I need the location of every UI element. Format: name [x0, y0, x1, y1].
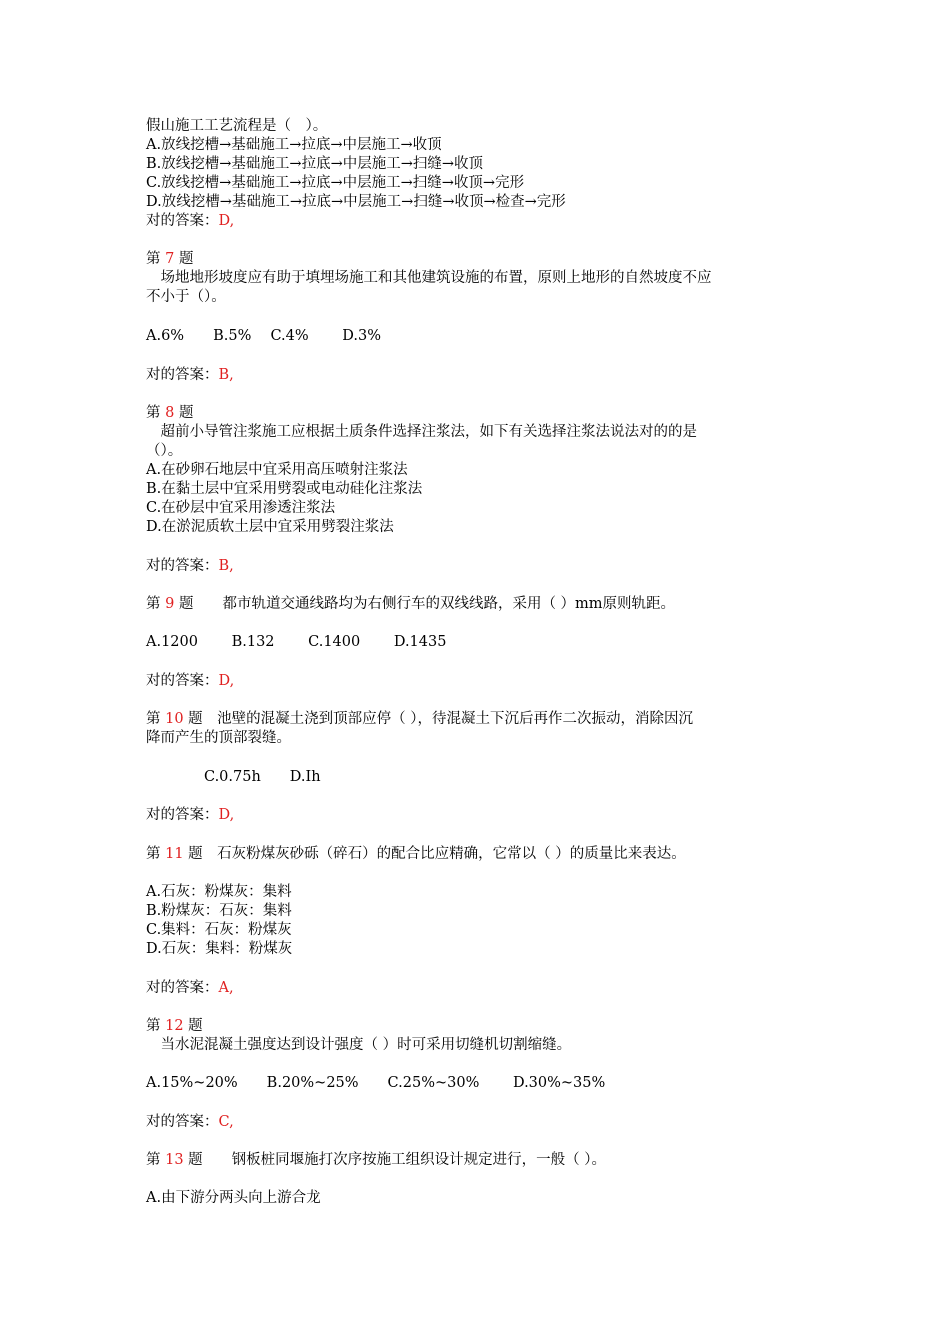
q9-answer: [146, 672, 234, 691]
question-number: 10: [165, 711, 184, 727]
q8-option-d: D.在淤泥质软土层中宜采用劈裂注浆法: [146, 519, 394, 535]
q12-stem: 当水泥混凝土强度达到设计强度（ ）时可采用切缝机切割缩缝。: [146, 1037, 572, 1053]
q11-option-c: C.集料：石灰：粉煤灰: [146, 922, 292, 938]
question-stem: 石灰粉煤灰砂砾（碎石）的配合比应精确，它常以（ ）的质量比来表达。: [202, 846, 686, 862]
question-suffix: 题: [183, 1018, 203, 1034]
q8-option-a: A.在砂卵石地层中宜采用高压喷射注浆法: [146, 462, 408, 478]
question-suffix: 题: [183, 1152, 203, 1168]
q8-heading: [146, 404, 193, 423]
question-number: 8: [165, 405, 175, 421]
q7-answer: [146, 366, 234, 385]
answer-value: D,: [218, 213, 235, 229]
question-stem: 都市轨道交通线路均为右侧行车的双线线路，采用（ ）mm原则轨距。: [193, 596, 676, 612]
q10-stem-line2: 降而产生的顶部裂缝。: [146, 730, 291, 746]
question-number: 9: [165, 596, 175, 612]
question-prefix: 第: [146, 711, 166, 727]
q6-option-b: B.放线挖槽→基础施工→拉底→中层施工→扫缝→收顶: [146, 156, 484, 172]
question-suffix: 题: [174, 405, 194, 421]
q7-stem-line1: 场地地形坡度应有助于填埋场施工和其他建筑设施的布置，原则上地形的自然坡度不应: [146, 270, 712, 286]
q13-heading: [146, 1151, 606, 1170]
answer-value: A,: [218, 980, 234, 996]
question-prefix: 第: [146, 596, 166, 612]
question-number: 7: [165, 251, 175, 267]
question-prefix: 第: [146, 1152, 166, 1168]
q9-heading: [146, 595, 675, 614]
answer-label: 对的答案：: [146, 980, 219, 996]
q12-options: A.15%~20% B.20%~25% C.25%~30% D.30%~35%: [146, 1075, 606, 1091]
q6-stem: 假山施工工艺流程是（ ）。: [146, 118, 328, 134]
q7-options: A.6% B.5% C.4% D.3%: [146, 328, 381, 344]
question-stem: 钢板桩同堰施打次序按施工组织设计规定进行，一般（ ）。: [202, 1152, 607, 1168]
answer-value: D,: [218, 807, 235, 823]
q6-option-d: D.放线挖槽→基础施工→拉底→中层施工→扫缝→收顶→检查→完形: [146, 194, 566, 210]
q6-option-c: C.放线挖槽→基础施工→拉底→中层施工→扫缝→收顶→完形: [146, 175, 525, 191]
answer-label: 对的答案：: [146, 807, 219, 823]
q11-answer: [146, 979, 234, 998]
answer-value: B,: [218, 367, 234, 383]
q11-option-d: D.石灰：集料：粉煤灰: [146, 941, 293, 957]
question-prefix: 第: [146, 405, 166, 421]
question-number: 13: [165, 1152, 184, 1168]
answer-label: 对的答案：: [146, 367, 219, 383]
q8-option-c: C.在砂层中宜采用渗透注浆法: [146, 500, 336, 516]
q6-option-a: A.放线挖槽→基础施工→拉底→中层施工→收顶: [146, 137, 442, 153]
question-prefix: 第: [146, 251, 166, 267]
q12-answer: [146, 1113, 234, 1132]
answer-value: D,: [218, 673, 235, 689]
q12-heading: [146, 1017, 203, 1036]
q11-option-b: B.粉煤灰：石灰：集料: [146, 903, 292, 919]
q8-option-b: B.在黏土层中宜采用劈裂或电动硅化注浆法: [146, 481, 423, 497]
answer-label: 对的答案：: [146, 558, 219, 574]
question-suffix: 题: [183, 711, 203, 727]
question-stem: 池壁的混凝土浇到顶部应停（ ），待混凝土下沉后再作二次振动，消除因沉: [202, 711, 694, 727]
q8-stem-line1: 超前小导管注浆施工应根据土质条件选择注浆法，如下有关选择注浆法说法对的的是: [146, 424, 697, 440]
q8-stem-line2: （）。: [146, 443, 183, 459]
question-suffix: 题: [174, 251, 194, 267]
answer-label: 对的答案：: [146, 673, 219, 689]
answer-value: C,: [218, 1114, 234, 1130]
q11-heading: [146, 845, 686, 864]
q10-answer: [146, 806, 234, 825]
q8-answer: [146, 557, 234, 576]
question-number: 11: [165, 846, 184, 862]
q6-answer: [146, 212, 234, 231]
q10-options: C.0.75h D.Ih: [146, 769, 321, 785]
q11-option-a: A.石灰：粉煤灰：集料: [146, 884, 292, 900]
answer-value: B,: [218, 558, 234, 574]
q9-options: A.1200 B.132 C.1400 D.1435: [146, 634, 447, 650]
q10-heading: [146, 710, 693, 729]
question-prefix: 第: [146, 846, 166, 862]
question-suffix: 题: [183, 846, 203, 862]
question-number: 12: [165, 1018, 184, 1034]
answer-label: 对的答案：: [146, 213, 219, 229]
q7-stem-line2: 不小于（）。: [146, 289, 226, 305]
answer-label: 对的答案：: [146, 1114, 219, 1130]
q7-heading: [146, 250, 193, 269]
question-suffix: 题: [174, 596, 194, 612]
q13-option-a: A.由下游分两头向上游合龙: [146, 1190, 321, 1206]
question-prefix: 第: [146, 1018, 166, 1034]
